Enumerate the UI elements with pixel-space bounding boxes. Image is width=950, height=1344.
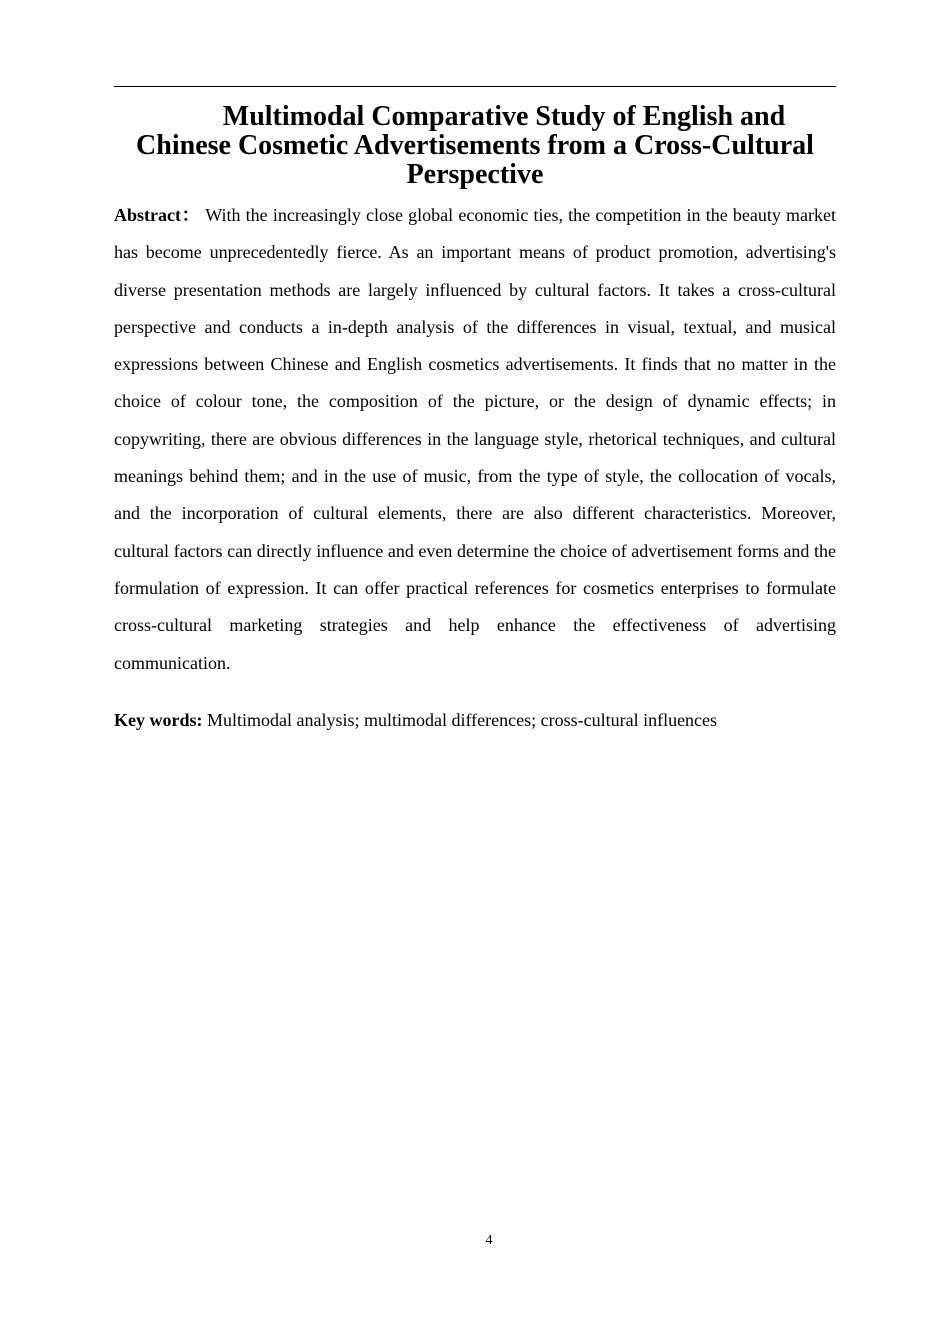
keywords-label: Key words:: [114, 710, 203, 730]
keywords-text: Multimodal analysis; multimodal differences; cross-cultural influences: [207, 710, 718, 730]
keywords-paragraph: [114, 702, 836, 739]
paper-title: [114, 102, 836, 189]
title-line-1: Multimodal Comparative Study of English and: [222, 101, 786, 132]
title-line-3: Perspective: [406, 159, 544, 190]
abstract-paragraph: [114, 197, 836, 682]
header-rule: [114, 86, 836, 87]
abstract-text: With the increasingly close global economic ties, the competition in the beauty market has become unprecedentedly fierce. As an important means of product promotion, advertising's diverse presentation methods are largely influenced by cultural factors. It takes a cross-cultural perspective and conducts a in-depth analysis of the differences in visual, textual, and musical expressions between Chinese and English cosmetics advertisements. It finds that no matter in the choice of colour tone, the composition of the picture, or the design of dynamic effects; in copywriting, there are obvious differences in the language style, rhetorical techniques, and cultural meanings behind them; and in the use of music, from the type of style, the collocation of vocals, and the incorporation of cultural elements, there are also different characteristics. Moreover, cultural factors can directly influence and even determine the choice of advertisement forms and the formulation of expression. It can offer practical references for cosmetics enterprises to formulate cross-cultural marketing strategies and help enhance the effectiveness of advertising communication.: [114, 205, 836, 673]
abstract-label: Abstract：: [114, 205, 201, 225]
page-number: 4: [485, 1233, 493, 1248]
title-line-2: Chinese Cosmetic Advertisements from a Cross-Cultural: [136, 130, 814, 161]
